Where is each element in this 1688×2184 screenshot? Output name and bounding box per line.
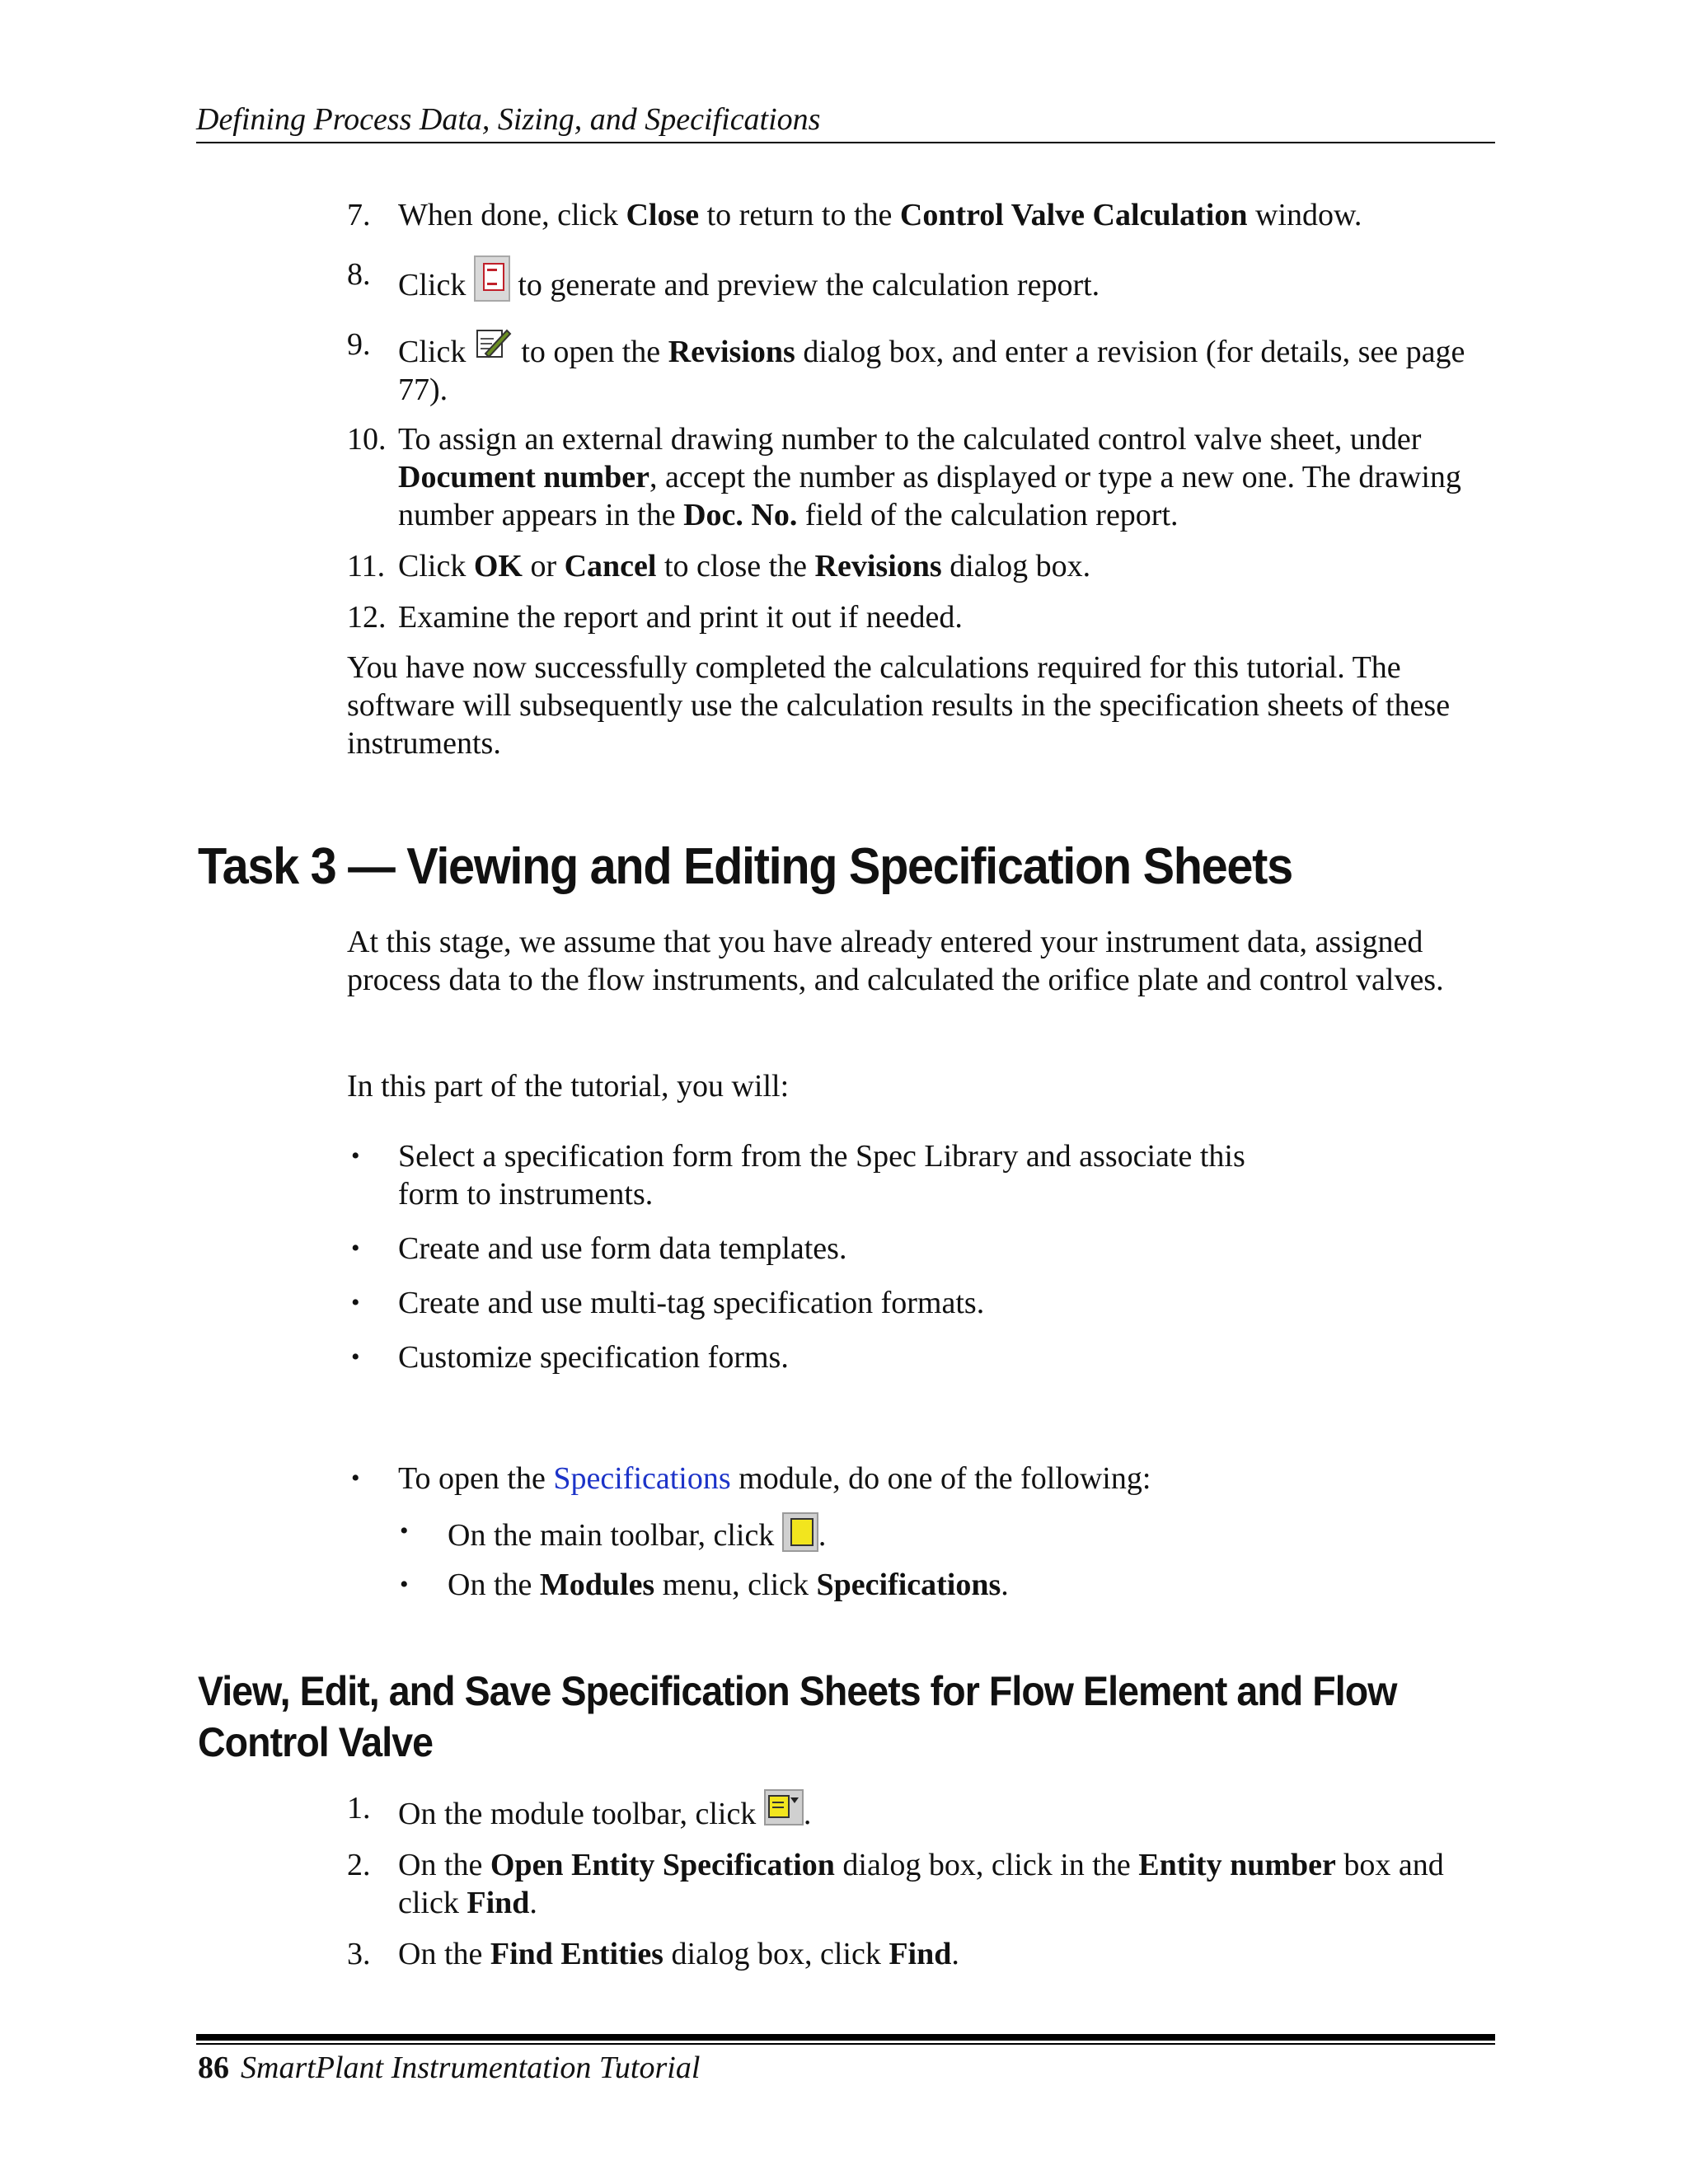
step-text: to close the xyxy=(656,549,815,583)
footer-rule-thin xyxy=(196,2043,1495,2045)
list-item-text: . xyxy=(1001,1568,1009,1602)
list-item-text: On the main toolbar, click xyxy=(448,1518,782,1553)
list-item-text: Create and use multi-tag specification formats. xyxy=(398,1286,985,1320)
ui-term: Specifications xyxy=(816,1568,1001,1602)
step-9 xyxy=(347,326,1493,409)
ui-term: Document number xyxy=(398,460,650,494)
step-text: field of the calculation report. xyxy=(797,498,1179,532)
section-heading: View, Edit, and Save Specification Sheets for Flow Element and Flow Control Valve xyxy=(198,1668,1397,1765)
list-item xyxy=(347,1137,1493,1213)
step-text: window. xyxy=(1247,198,1362,232)
step-text: to return to the xyxy=(699,198,900,232)
step-number: 11. xyxy=(347,549,386,583)
sub-list-item xyxy=(347,1512,1493,1554)
step-8 xyxy=(347,255,1493,304)
ui-term: OK xyxy=(473,549,523,583)
ui-term: Find xyxy=(467,1886,530,1920)
step-text: Click xyxy=(398,268,474,302)
step-text: , accept the number as displayed or type a new one. The drawing number appears in the xyxy=(398,460,1461,532)
step-1 xyxy=(347,1789,1493,1833)
running-header: Defining Process Data, Sizing, and Specifications xyxy=(196,97,1495,143)
intro-lead: In this part of the tutorial, you will: xyxy=(347,1069,790,1104)
step-number: 2. xyxy=(347,1848,371,1882)
goals-list xyxy=(347,1137,1493,1376)
list-item-text: . xyxy=(818,1518,827,1553)
step-text: On the xyxy=(398,1937,490,1971)
step-7 xyxy=(347,196,1493,234)
list-item-text: On the xyxy=(448,1568,540,1602)
footer-rule xyxy=(196,2034,1495,2041)
step-number: 7. xyxy=(347,198,371,232)
step-number: 12. xyxy=(347,600,387,635)
step-text: On the module toolbar, click xyxy=(398,1797,764,1831)
open-entity-spec-icon xyxy=(764,1789,804,1825)
list-item-text: Customize specification forms. xyxy=(398,1340,789,1375)
step-text: to generate and preview the calculation report. xyxy=(509,268,1100,302)
specifications-link[interactable]: Specifications xyxy=(553,1461,731,1496)
step-text: or xyxy=(522,549,565,583)
page-footer xyxy=(198,2047,700,2088)
bottom-steps xyxy=(347,1789,1493,1973)
intro-paragraph: At this stage, we assume that you have already entered your instrument data, assigned process data to the flow instruments, and calculated the orifice plate and control valves. xyxy=(347,925,1444,997)
step-text: . xyxy=(951,1937,959,1971)
ui-term: Revisions xyxy=(668,335,795,369)
step-text: dialog box, and enter a revision (for details, see page 77). xyxy=(398,335,1465,407)
report-preview-icon xyxy=(474,255,510,302)
list-item-text: menu, click xyxy=(654,1568,817,1602)
step-text: dialog box, click xyxy=(663,1937,889,1971)
bullet-dot: • xyxy=(400,1517,409,1544)
ui-term: Doc. No. xyxy=(683,498,798,532)
step-text: Examine the report and print it out if needed. xyxy=(398,600,963,635)
ui-term: Find Entities xyxy=(490,1937,663,1971)
sub-list-item xyxy=(347,1566,1493,1604)
step-10 xyxy=(347,420,1493,534)
bullet-dot: • xyxy=(351,1343,360,1371)
step-text: When done, click xyxy=(398,198,626,232)
step-number: 8. xyxy=(347,257,371,292)
step-text: On the xyxy=(398,1848,490,1882)
step-text: dialog box. xyxy=(941,549,1091,583)
step-number: 9. xyxy=(347,327,371,362)
ui-term: Entity number xyxy=(1138,1848,1336,1882)
step-number: 10. xyxy=(347,422,387,457)
ui-term: Revisions xyxy=(814,549,942,583)
open-module-list xyxy=(347,1460,1493,1604)
ui-term: Cancel xyxy=(564,549,657,583)
bullet-dot: • xyxy=(400,1571,409,1598)
revisions-icon xyxy=(474,326,513,363)
step-number: 1. xyxy=(347,1791,371,1825)
bullet-dot: • xyxy=(351,1289,360,1316)
list-item xyxy=(347,1338,1493,1376)
list-item-text: Create and use form data templates. xyxy=(398,1231,847,1266)
list-item-text: Select a specification form from the Spec Library and associate this form to instruments. xyxy=(398,1139,1245,1212)
step-11 xyxy=(347,547,1493,585)
list-item-text: To open the xyxy=(398,1461,554,1496)
list-item xyxy=(347,1230,1493,1268)
step-12 xyxy=(347,598,1493,636)
bullet-dot: • xyxy=(351,1142,360,1169)
step-3 xyxy=(347,1935,1493,1973)
bullet-dot: • xyxy=(351,1235,360,1262)
step-text: Click xyxy=(398,549,474,583)
step-text: dialog box, click in the xyxy=(834,1848,1139,1882)
task-heading: Task 3 — Viewing and Editing Specification Sheets xyxy=(198,838,1292,895)
footer-title: SmartPlant Instrumentation Tutorial xyxy=(241,2050,701,2085)
list-item xyxy=(347,1284,1493,1322)
summary-paragraph: You have now successfully completed the calculations required for this tutorial. The software will subsequently use the calculation results in the specification sheets of these instruments. xyxy=(347,650,1451,761)
step-text: . xyxy=(529,1886,537,1920)
ui-term: Find xyxy=(889,1937,952,1971)
list-item-text: module, do one of the following: xyxy=(730,1461,1151,1496)
page-number: 86 xyxy=(198,2050,229,2085)
ui-term: Open Entity Specification xyxy=(490,1848,835,1882)
step-2 xyxy=(347,1846,1493,1922)
step-text: to open the xyxy=(513,335,668,369)
step-text: . xyxy=(803,1797,812,1831)
ui-term: Close xyxy=(626,198,700,232)
ui-term: Modules xyxy=(539,1568,655,1602)
ui-term: Control Valve Calculation xyxy=(899,198,1248,232)
step-text: To assign an external drawing number to the calculated control valve sheet, under xyxy=(398,422,1422,457)
step-text: Click xyxy=(398,335,474,369)
step-number: 3. xyxy=(347,1937,371,1971)
specifications-module-icon xyxy=(782,1512,818,1552)
bullet-dot: • xyxy=(351,1465,360,1492)
top-steps xyxy=(347,196,1493,636)
list-item xyxy=(347,1460,1493,1497)
step-text: box and click xyxy=(398,1848,1444,1920)
